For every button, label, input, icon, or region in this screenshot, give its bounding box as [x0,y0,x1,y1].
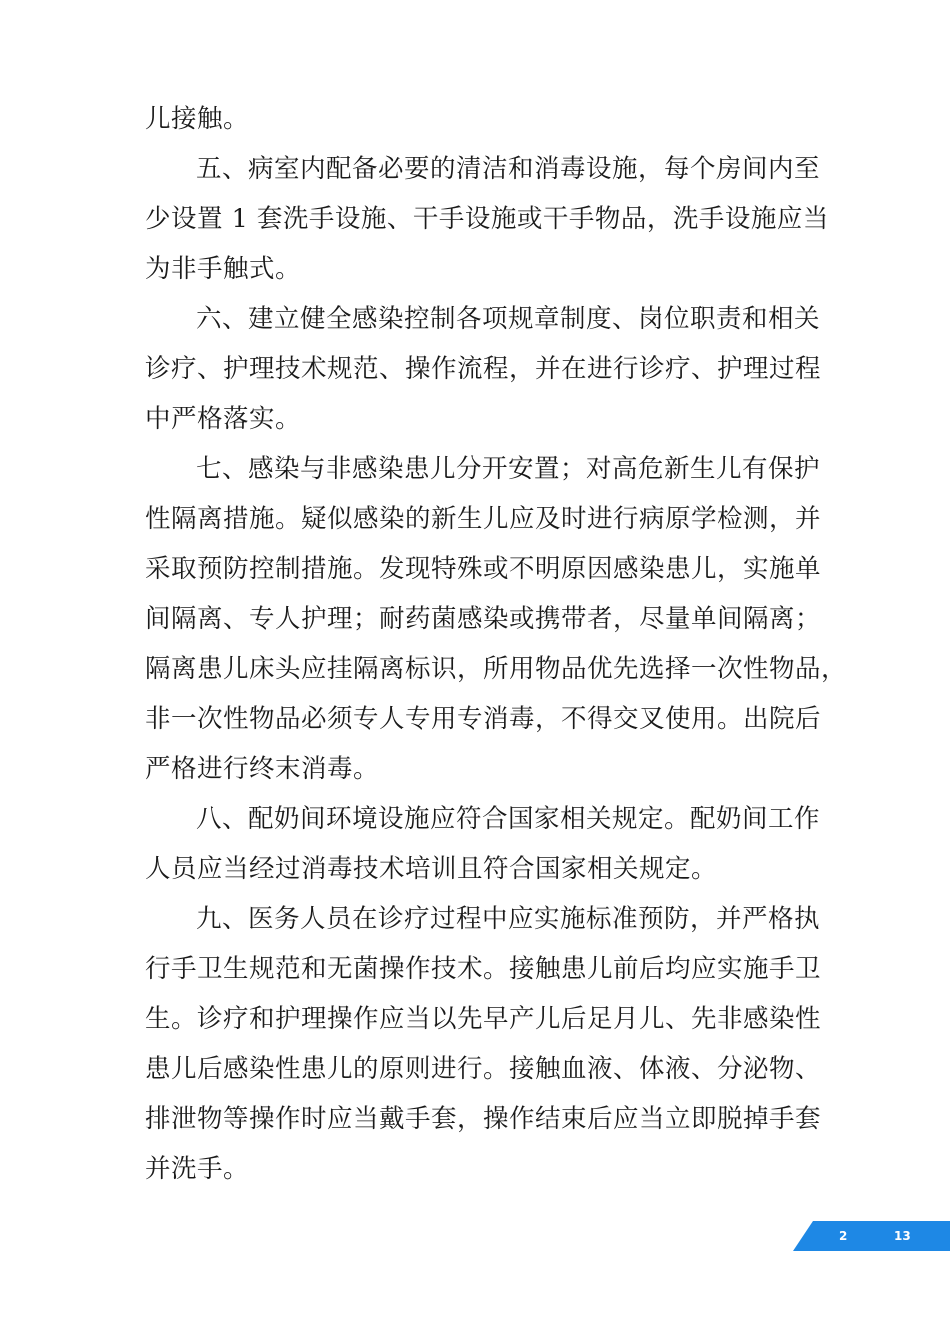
text-line: 八、配奶间环境设施应符合国家相关规定。配奶间工作 [196,804,821,834]
text-line: 生。诊疗和护理操作应当以先早产儿后足月儿、先非感染性 [145,1004,822,1034]
text-line: 六、建立健全感染控制各项规章制度、岗位职责和相关 [196,304,821,334]
text-line: 并洗手。 [145,1154,250,1184]
text-line: 患儿后感染性患儿的原则进行。接触血液、体液、分泌物、 [145,1054,822,1084]
text-line: 隔离患儿床头应挂隔离标识，所用物品优先选择一次性物品， [145,654,848,684]
text-line: 少设置 1 套洗手设施、干手设施或干手物品，洗手设施应当 [145,204,829,234]
text-line: 中严格落实。 [145,404,302,434]
document-body [145,94,848,1194]
text-line: 间隔离、专人护理；耐药菌感染或携带者，尽量单间隔离； [145,604,822,634]
text-line: 九、医务人员在诊疗过程中应实施标准预防，并严格执 [196,904,821,934]
text-line: 为非手触式。 [145,254,302,284]
text-line: 人员应当经过消毒技术培训且符合国家相关规定。 [145,854,718,884]
text-line: 七、感染与非感染患儿分开安置；对高危新生儿有保护 [196,454,821,484]
text-line: 诊疗、护理技术规范、操作流程，并在进行诊疗、护理过程 [145,354,822,384]
text-line: 采取预防控制措施。发现特殊或不明原因感染患儿，实施单 [145,554,822,584]
total-pages: 13 [894,1229,911,1243]
footer-bar-shape [793,1221,950,1251]
text-line: 排泄物等操作时应当戴手套，操作结束后应当立即脱掉手套 [145,1104,822,1134]
page-number: 2 [839,1229,848,1243]
text-line: 严格进行终末消毒。 [145,754,380,784]
text-line: 五、病室内配备必要的清洁和消毒设施，每个房间内至 [196,154,821,184]
text-line: 非一次性物品必须专人专用专消毒，不得交叉使用。出院后 [145,704,822,734]
text-line: 行手卫生规范和无菌操作技术。接触患儿前后均应实施手卫 [145,954,822,984]
text-line: 儿接触。 [145,104,250,134]
page-footer-bar [793,1221,950,1251]
text-line: 性隔离措施。疑似感染的新生儿应及时进行病原学检测，并 [145,504,822,534]
